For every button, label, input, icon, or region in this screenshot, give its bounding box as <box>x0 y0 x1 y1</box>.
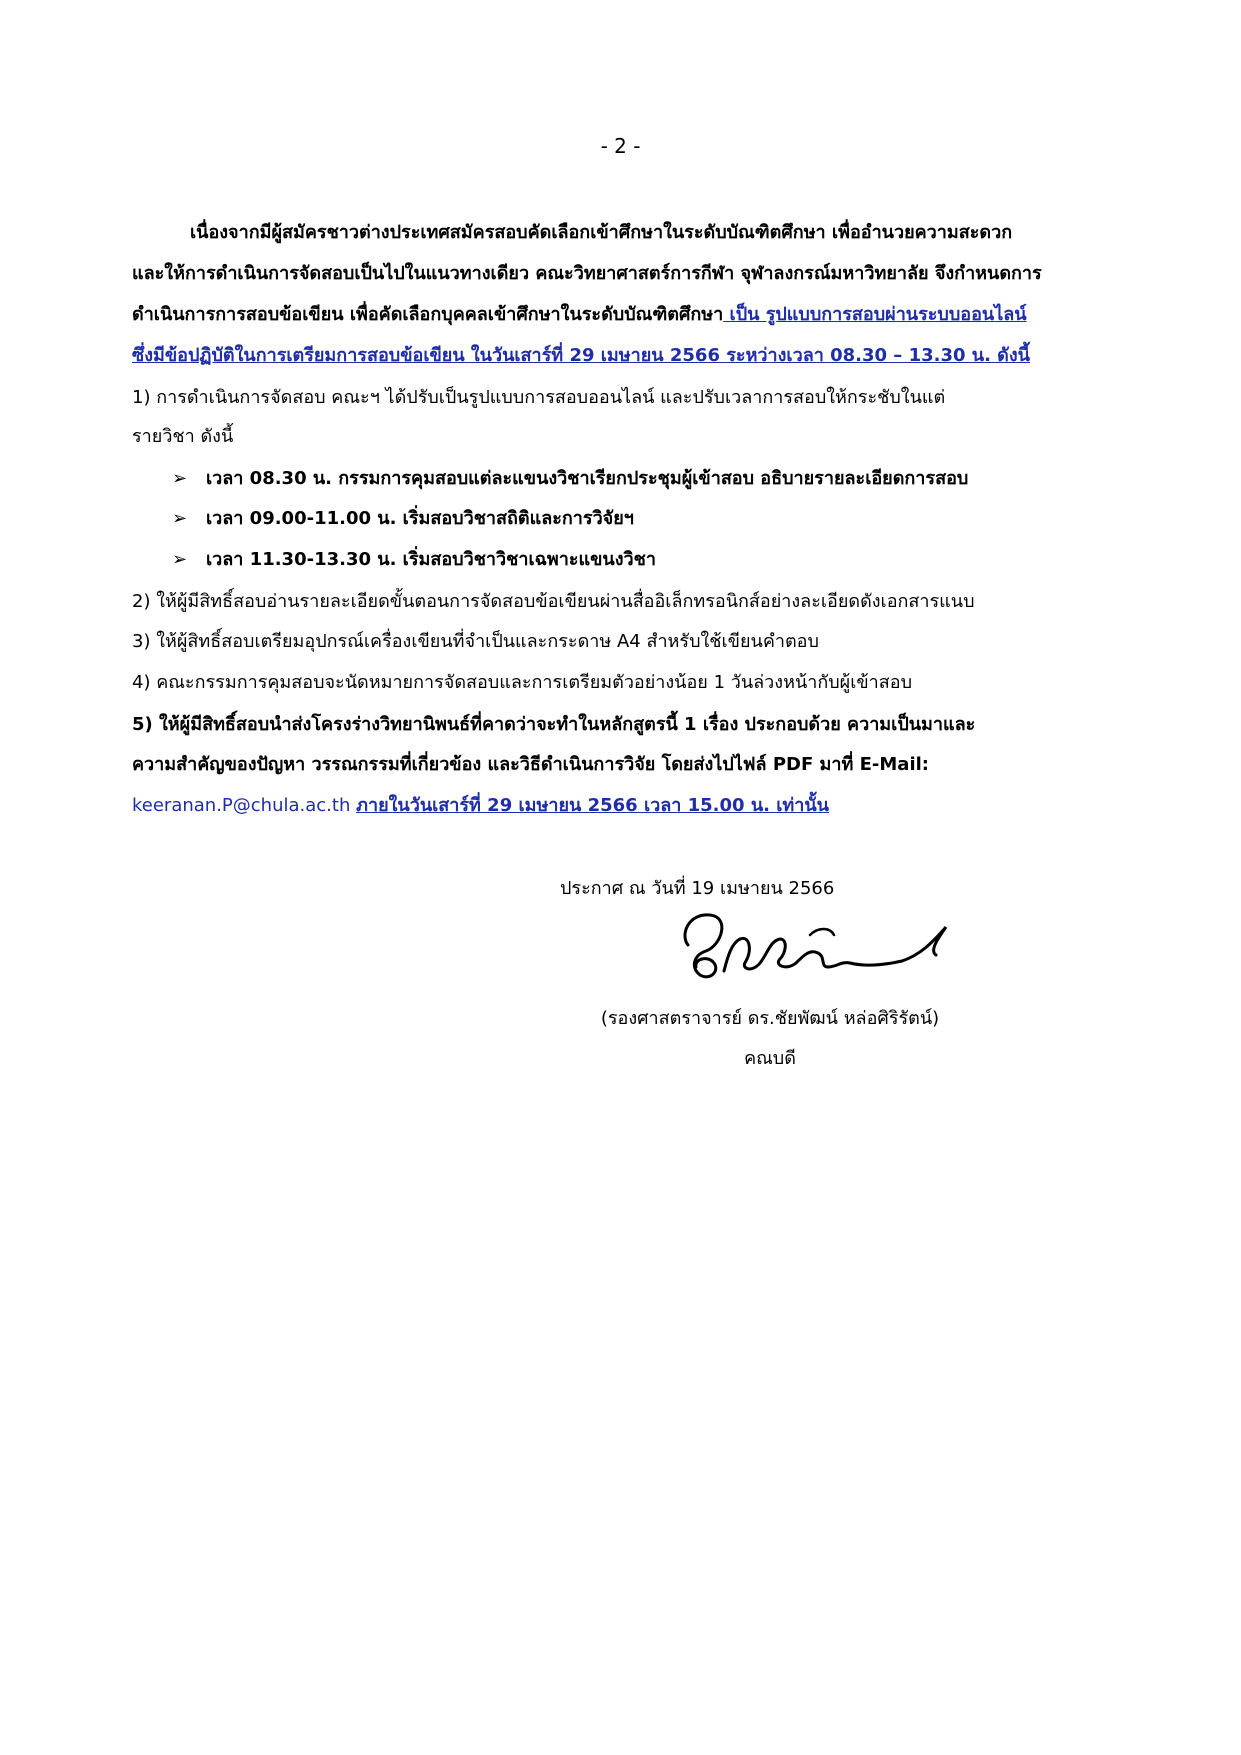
item-4: 4) คณะกรรมการคุมสอบจะนัดหมายการจัดสอบและการเตรียมตัวอย่างน้อย 1 วันล่วงหน้ากับผู้เข้าสอบ <box>132 672 913 693</box>
item-5-line-2: ความสำคัญของปัญหา วรรณกรรมที่เกี่ยวข้อง และวิธีดำเนินการวิจัย โดยส่งไปไฟล์ PDF มาที่ E-Mail: <box>132 754 929 775</box>
arrow-bullet-icon: ➢ <box>172 468 188 489</box>
intro-line-3 <box>132 302 1027 328</box>
bullet-item-3 <box>172 547 656 573</box>
email-link[interactable]: keeranan.P@chula.ac.th <box>132 795 351 816</box>
deadline-link[interactable]: ภายในวันเสาร์ที่ 29 เมษายน 2566 เวลา 15.00 น. เท่านั้น <box>356 795 829 816</box>
item-5-line-1: 5) ให้ผู้มีสิทธิ์สอบนำส่งโครงร่างวิทยานิพนธ์ที่คาดว่าจะทำในหลักสูตรนี้ 1 เรื่อง ประกอบด้วย ความเป็นมาและ <box>132 714 976 735</box>
item-1-line-1: 1) การดำเนินการจัดสอบ คณะฯ ได้ปรับเป็นรูปแบบการสอบออนไลน์ และปรับเวลาการสอบให้กระชับในแต่ <box>132 387 946 408</box>
signature-image <box>670 905 960 985</box>
bullet-item-2 <box>172 506 634 532</box>
item-3: 3) ให้ผู้สิทธิ์สอบเตรียมอุปกรณ์เครื่องเขียนที่จำเป็นและกระดาษ A4 สำหรับใช้เขียนคำตอบ <box>132 631 819 652</box>
bullet-text-3: เวลา 11.30-13.30 น. เริ่มสอบวิชาวิชาเฉพาะแขนงวิชา <box>206 549 656 570</box>
intro-line-4-link[interactable]: ซึ่งมีข้อปฏิบัติในการเตรียมการสอบข้อเขียน ในวันเสาร์ที่ 29 เมษายน 2566 ระหว่างเวลา 08.30 – 13.30 น. ดังนี้ <box>132 345 1030 366</box>
signatory-title: คณบดี <box>744 1048 796 1069</box>
intro-line-1: เนื่องจากมีผู้สมัครชาวต่างประเทศสมัครสอบคัดเลือกเข้าศึกษาในระดับบัณฑิตศึกษา เพื่ออำนวยความสะดวก <box>190 222 1013 243</box>
bullet-text-1: เวลา 08.30 น. กรรมการคุมสอบแต่ละแขนงวิชาเรียกประชุมผู้เข้าสอบ อธิบายรายละเอียดการสอบ <box>206 468 969 489</box>
intro-line-2: และให้การดำเนินการจัดสอบเป็นไปในแนวทางเดียว คณะวิทยาศาสตร์การกีฬา จุฬาลงกรณ์มหาวิทยาลัย จึงกำหนดการ <box>132 263 1042 284</box>
arrow-bullet-icon: ➢ <box>172 549 188 570</box>
item-1-line-2: รายวิชา ดังนี้ <box>132 426 234 447</box>
intro-line-3-text: ดำเนินการการสอบข้อเขียน เพื่อคัดเลือกบุคคลเข้าศึกษาในระดับบัณฑิตศึกษา <box>132 304 724 325</box>
arrow-bullet-icon: ➢ <box>172 508 188 529</box>
bullet-text-2: เวลา 09.00-11.00 น. เริ่มสอบวิชาสถิติและการวิจัยฯ <box>206 508 634 529</box>
page-number: - 2 - <box>600 134 641 158</box>
announcement-date: ประกาศ ณ วันที่ 19 เมษายน 2566 <box>560 878 835 899</box>
signatory-name: (รองศาสตราจารย์ ดร.ชัยพัฒน์ หล่อศิริรัตน์) <box>600 1008 940 1029</box>
bullet-item-1 <box>172 466 968 492</box>
intro-line-3-link[interactable]: เป็น รูปแบบการสอบผ่านระบบออนไลน์ <box>723 304 1027 325</box>
item-5-line-3 <box>132 793 829 819</box>
item-2: 2) ให้ผู้มีสิทธิ์สอบอ่านรายละเอียดขั้นตอนการจัดสอบข้อเขียนผ่านสื่ออิเล็กทรอนิกส์อย่างละเอียดดังเอกสารแนบ <box>132 591 975 612</box>
